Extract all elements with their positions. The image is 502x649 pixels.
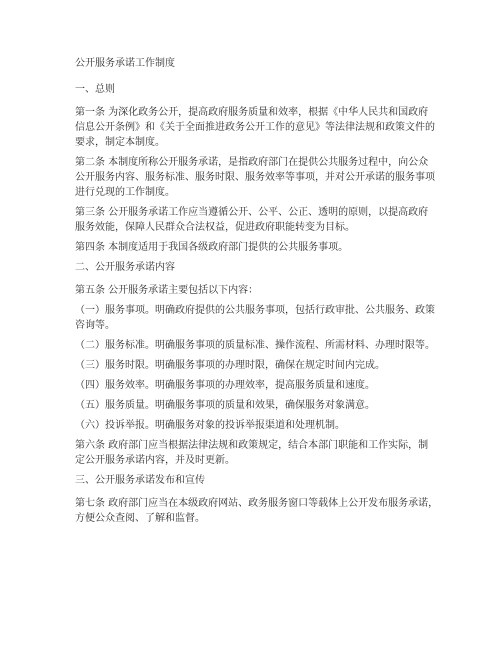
document-title: 公开服务承诺工作制度 — [75, 58, 175, 69]
text-line: （一）服务事项。明确政府提供的公共服务事项，包括行政审批、公共服务、政策 — [75, 305, 435, 316]
text-line: 方便公众查阅、了解和监督。 — [75, 513, 205, 524]
paragraph — [75, 283, 437, 298]
text-line: 第五条 公开服务承诺主要包括以下内容： — [75, 285, 259, 296]
text-line: 三、公开服务承诺发布和宣传 — [75, 475, 205, 486]
document-body — [75, 82, 437, 526]
text-line: （六）投诉举报。明确服务对象的投诉举报渠道和处理机制。 — [75, 420, 345, 431]
paragraph — [75, 378, 437, 393]
text-line: 二、公开服务承诺内容 — [75, 262, 175, 273]
paragraph — [75, 398, 437, 413]
text-line: 信息公开条例》和《关于全面推进政务公开工作的意见》等法律法规和政策文件的 — [75, 122, 435, 133]
document-page — [75, 56, 437, 531]
paragraph — [75, 105, 437, 150]
paragraph — [75, 205, 437, 235]
paragraph — [75, 303, 437, 333]
paragraph — [75, 418, 437, 433]
text-line: 进行兑现的工作制度。 — [75, 187, 175, 198]
paragraph — [75, 358, 437, 373]
text-line: 第七条 政府部门应当在本级政府网站、政务服务窗口等载体上公开发布服务承诺， — [75, 498, 439, 509]
text-line: 定公开服务承诺内容，并及时更新。 — [75, 455, 235, 466]
text-line: 公开服务内容、服务标准、服务时限、服务效率等事项，并对公开承诺的服务事项 — [75, 172, 435, 183]
text-line: （二）服务标准。明确服务事项的质量标准、操作流程、所需材料、办理时限等。 — [75, 340, 435, 351]
text-line: 一、总则 — [75, 84, 115, 95]
text-line: （五）服务质量。明确服务事项的质量和效果，确保服务对象满意。 — [75, 400, 375, 411]
text-line: 第一条 为深化政务公开，提高政府服务质量和效率，根据《中华人民共和国政府 — [75, 107, 429, 118]
text-line: 第六条 政府部门应当根据法律法规和政策规定，结合本部门职能和工作实际，制 — [75, 440, 429, 451]
text-line: 服务效能，保障人民群众合法权益，促进政府职能转变为目标。 — [75, 222, 355, 233]
text-line: 要求，制定本制度。 — [75, 137, 165, 148]
text-line: （四）服务效率。明确服务事项的办理效率，提高服务质量和速度。 — [75, 380, 375, 391]
section-heading — [75, 260, 437, 275]
section-heading — [75, 82, 437, 97]
paragraph — [75, 155, 437, 200]
text-line: 第二条 本制度所称公开服务承诺，是指政府部门在提供公共服务过程中，向公众 — [75, 157, 429, 168]
text-line: 第三条 公开服务承诺工作应当遵循公开、公平、公正、透明的原则，以提高政府 — [75, 207, 429, 218]
text-line: 咨询等。 — [75, 320, 115, 331]
paragraph — [75, 438, 437, 468]
paragraph — [75, 338, 437, 353]
paragraph — [75, 240, 437, 255]
paragraph — [75, 496, 437, 526]
text-line: 第四条 本制度适用于我国各级政府部门提供的公共服务事项。 — [75, 242, 349, 253]
text-line: （三）服务时限。明确服务事项的办理时限，确保在规定时间内完成。 — [75, 360, 385, 371]
section-heading — [75, 473, 437, 488]
